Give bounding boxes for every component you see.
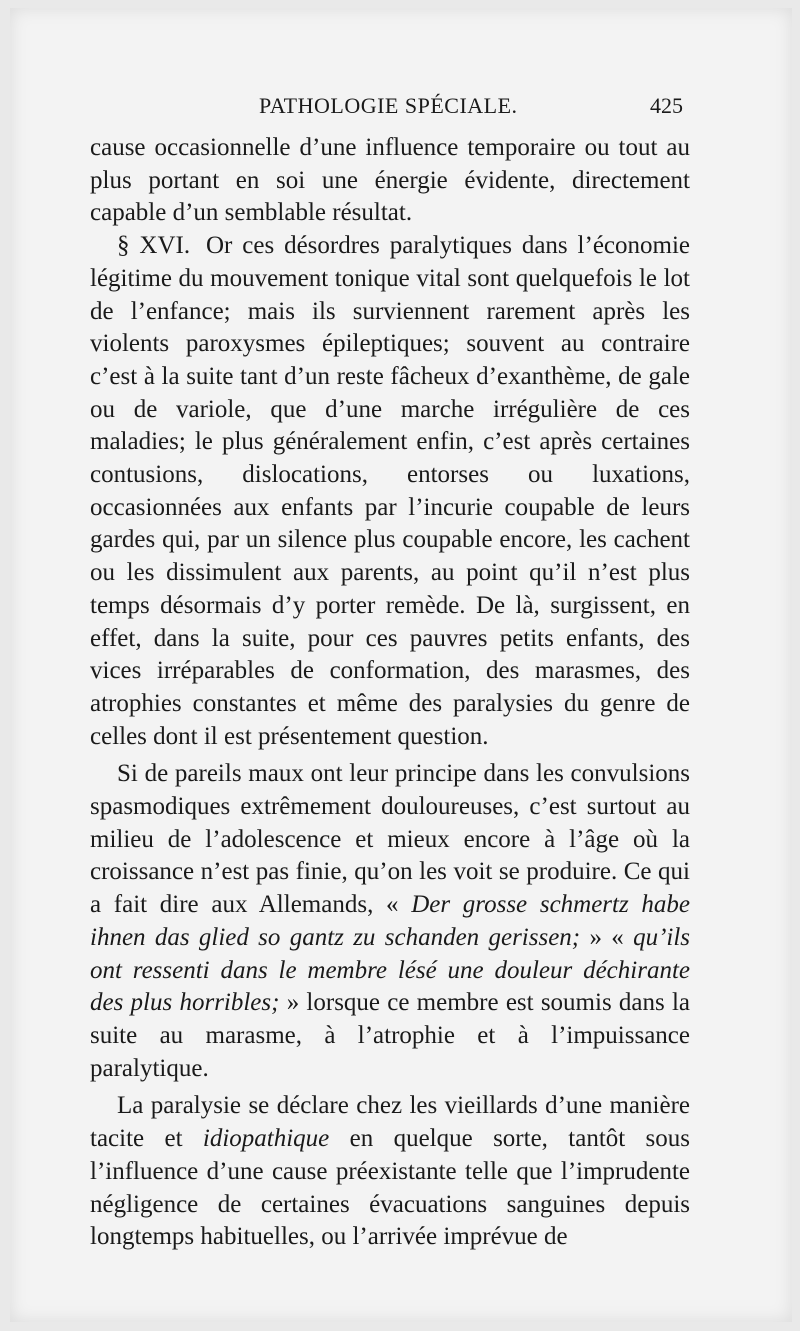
running-title: PATHOLOGIE SPÉCIALE. [259,93,518,118]
book-page [10,8,792,1322]
paragraph-3-intro: Si de pareils maux ont leur principe dans les convulsions spasmodiques extrêmement douloureuses, c’est surtout au milieu de l’adolescence et mieux encore à l’âge où la croissance n’est pas finie, qu’on les voit se produire. Ce qui a fait dire aux Allemands, « [90,760,690,919]
paragraph-4-start: La paralysie se déclare chez les vieillards d’une manière tacite et [90,1092,690,1153]
german-quotation: Der grosse schmertz habe ihnen das glied so gantz zu schanden gerissen; [90,891,691,951]
paragraph-3 [90,758,690,1085]
body-text [90,132,690,1254]
paragraph-4 [90,1090,690,1254]
paragraph-4-end: en quelque sorte, tantôt sous l’influence d’une cause préexistante telle que l’imprudente négligence de certaines évacuations sanguines depuis longtemps habituelles, ou l’arrivée imprévue de [90,1125,691,1251]
page-number: 425 [650,93,683,118]
quotation-separator: » « [589,923,624,951]
paragraph-1 [90,132,690,230]
section-heading: § XVI. [117,232,191,260]
paragraph-2-text: Or ces désordres paralytiques dans l’économie légitime du mouvement tonique vital sont quelquefois le lot de l’enfance; mais ils surviennent rarement après les violents paroxysmes épileptiques; souvent au contraire c’est à la suite tant d’un reste fâcheux d’exanthème, de gale ou de variole, que d’une marche irrégulière de ces maladies; le plus généralement enfin, c’est après certaines contusions, dislocations, entorses ou luxations, occasionnées aux enfants par l’incurie coupable de leurs gardes qui, par un silence plus coupable encore, les cachent ou les dissimulent aux parents, au point qu’il n’est plus temps désormais d’y porter remède. De là, surgissent, en effet, dans la suite, pour ces pauvres petits enfants, des vices irréparables de conformation, des marasmes, des atrophies constantes et même des paralysies du genre de celles dont il est présentement question. [90,232,691,750]
paragraph-1-text: cause occasionnelle d’une influence temporaire ou tout au plus portant en soi une énergie évidente, directement capable d’un semblable résultat. [90,134,690,227]
french-quotation: qu’ils ont ressenti dans le membre lésé une douleur déchirante des plus horribles; [90,923,691,1017]
paragraph-2 [90,230,690,753]
idiopathique-italic: idiopathique [202,1125,330,1153]
running-head [10,88,792,128]
paragraph-3-end: » lorsque ce membre est soumis dans la suite au marasme, à l’atrophie et à l’impuissance paralytique. [90,989,691,1082]
